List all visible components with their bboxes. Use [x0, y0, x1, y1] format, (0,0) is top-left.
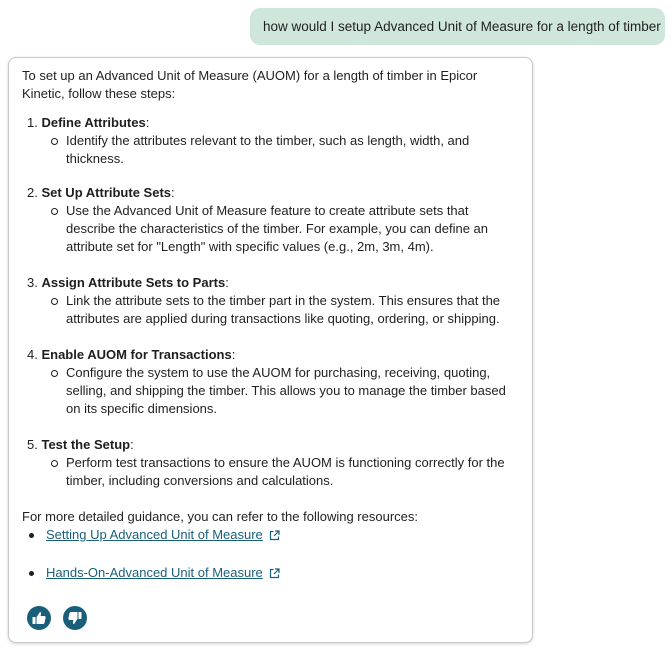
step-colon: :: [231, 347, 236, 362]
step-number: 1.: [27, 115, 38, 130]
resource-link-label[interactable]: Hands-On-Advanced Unit of Measure: [46, 565, 263, 580]
step-title: [27, 184, 175, 202]
resource-item: [9, 526, 409, 546]
step-detail: Link the attribute sets to the timber part in the system. This ensures that the attributes are applied during transactions like quoting, ordering, or shipping.: [66, 293, 501, 326]
resources-intro: For more detailed guidance, you can refer to the following resources:: [22, 509, 418, 524]
bullet-circle-icon: [51, 298, 58, 305]
external-link-icon[interactable]: [269, 528, 280, 546]
bullet-circle-icon: [51, 460, 58, 467]
step-name: Assign Attribute Sets to Parts: [41, 275, 226, 290]
step-colon: :: [225, 275, 229, 290]
step-title: [27, 436, 134, 454]
bullet-circle-icon: [51, 138, 58, 145]
resource-link-setting-up-auom[interactable]: [46, 526, 280, 546]
step-title: [27, 114, 149, 132]
assistant-response-card: [8, 57, 533, 643]
step-number: 3.: [27, 275, 38, 290]
step-name: Enable AUOM for Transactions: [41, 347, 232, 362]
resource-item: [9, 564, 409, 584]
step-name: Define Attributes: [41, 115, 146, 130]
step-title: [27, 346, 235, 364]
resource-link-label[interactable]: Setting Up Advanced Unit of Measure: [46, 527, 263, 542]
bullet-disc-icon: [29, 533, 34, 538]
thumbs-down-icon: [67, 610, 83, 626]
step-number: 2.: [27, 185, 38, 200]
step-colon: :: [171, 185, 175, 200]
user-message-text: how would I setup Advanced Unit of Measure for a length of timber: [263, 19, 661, 34]
step-detail: Perform test transactions to ensure the AUOM is functioning correctly for the timber, including conversions and calculations.: [66, 455, 505, 488]
external-link-icon[interactable]: [269, 566, 280, 584]
thumbs-up-icon: [31, 610, 47, 626]
user-message-bubble: [250, 8, 665, 45]
step-colon: :: [130, 437, 134, 452]
step-name: Set Up Attribute Sets: [41, 185, 171, 200]
step-detail: Use the Advanced Unit of Measure feature to create attribute sets that describe the characteristics of the timber. For example, you can define an attribute set for "Length" with specific values (e.g., 2m, 3m, 4m).: [66, 203, 488, 254]
step-detail: Identify the attributes relevant to the timber, such as length, width, and thickness.: [66, 133, 470, 166]
bullet-circle-icon: [51, 370, 58, 377]
step-colon: :: [145, 115, 150, 130]
thumbs-up-button[interactable]: [27, 606, 51, 630]
step-number: 4.: [27, 347, 38, 362]
thumbs-down-button[interactable]: [63, 606, 87, 630]
step-name: Test the Setup: [41, 437, 131, 452]
bullet-circle-icon: [51, 208, 58, 215]
response-intro: To set up an Advanced Unit of Measure (AUOM) for a length of timber in Epicor Kinetic, follow these steps:: [22, 68, 478, 101]
step-detail: Configure the system to use the AUOM for purchasing, receiving, quoting, selling, and shipping the timber. This allows you to manage the timber based on its specific dimensions.: [66, 365, 506, 416]
step-title: [27, 274, 229, 292]
step-number: 5.: [27, 437, 38, 452]
bullet-disc-icon: [29, 571, 34, 576]
resource-link-hands-on-auom[interactable]: [46, 564, 280, 584]
